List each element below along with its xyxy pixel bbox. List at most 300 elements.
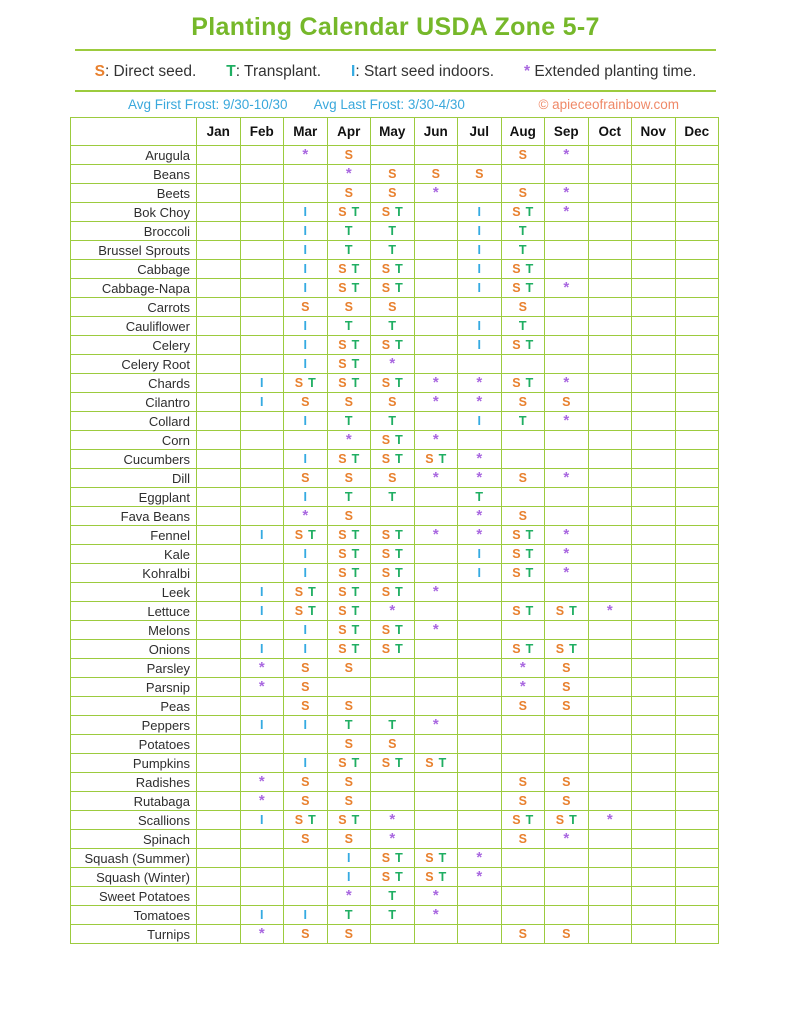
month-cell: [632, 431, 676, 450]
month-cell: [371, 203, 415, 222]
month-cell: [545, 279, 589, 298]
month-cell: [675, 431, 719, 450]
month-cell: [588, 564, 632, 583]
month-cell: [197, 887, 241, 906]
symbol-transplant: T: [395, 376, 403, 390]
vegetable-label: Bok Choy: [71, 203, 197, 222]
symbol-indoors: I: [477, 205, 481, 219]
month-cell: [588, 507, 632, 526]
month-cell: [632, 659, 676, 678]
month-cell: [240, 469, 284, 488]
symbol-indoors: I: [303, 205, 307, 219]
corner-cell: [71, 118, 197, 146]
month-cell: [197, 868, 241, 887]
symbol-indoors: I: [260, 376, 264, 390]
month-cell: [675, 583, 719, 602]
symbol-transplant: T: [351, 452, 360, 466]
month-cell: [588, 203, 632, 222]
symbol-extended: *: [606, 811, 613, 828]
vegetable-label: Dill: [71, 469, 197, 488]
month-cell: [501, 640, 545, 659]
symbol-direct-seed: S: [381, 870, 391, 884]
symbol-extended: *: [563, 830, 570, 847]
symbol-direct-seed: S: [381, 338, 391, 352]
symbol-transplant: T: [438, 452, 447, 466]
month-cell: [545, 849, 589, 868]
month-cell: [284, 203, 328, 222]
month-cell: [501, 583, 545, 602]
month-cell: [501, 374, 545, 393]
month-cell: [458, 716, 502, 735]
symbol-transplant: T: [525, 547, 534, 561]
month-cell: [675, 488, 719, 507]
month-cell: [545, 545, 589, 564]
symbol-direct-seed: S: [338, 623, 347, 637]
month-cell: [675, 260, 719, 279]
symbol-indoors: I: [477, 319, 481, 333]
symbol-transplant: T: [351, 623, 360, 637]
month-cell: [240, 412, 284, 431]
symbol-transplant: T: [344, 414, 353, 428]
vegetable-label: Squash (Winter): [71, 868, 197, 887]
table-row: [71, 792, 719, 811]
month-cell: [588, 716, 632, 735]
table-row: [71, 393, 719, 412]
symbol-direct-seed: S: [338, 604, 347, 618]
month-cell: [371, 564, 415, 583]
symbol-transplant: T: [525, 813, 534, 827]
month-cell: [501, 260, 545, 279]
vegetable-label: Onions: [71, 640, 197, 659]
symbol-direct-seed: S: [338, 756, 347, 770]
month-cell: [414, 602, 458, 621]
symbol-direct-seed: S: [338, 338, 347, 352]
month-cell: [588, 165, 632, 184]
month-cell: [458, 583, 502, 602]
symbol-transplant: T: [388, 490, 397, 504]
month-cell: [284, 659, 328, 678]
month-cell: [197, 659, 241, 678]
vegetable-label: Kohralbi: [71, 564, 197, 583]
month-cell: [675, 678, 719, 697]
symbol-direct-seed: S: [381, 433, 391, 447]
month-cell: [327, 545, 371, 564]
month-cell: [240, 925, 284, 944]
table-row: [71, 184, 719, 203]
symbol-direct-seed: S: [562, 927, 571, 941]
symbol-direct-seed: S: [338, 357, 347, 371]
month-cell: [240, 754, 284, 773]
month-cell: [197, 184, 241, 203]
month-cell: [588, 811, 632, 830]
month-cell: [545, 393, 589, 412]
month-cell: [545, 716, 589, 735]
month-cell: [675, 792, 719, 811]
month-cell: [501, 925, 545, 944]
symbol-transplant: T: [475, 490, 484, 504]
month-cell: [284, 184, 328, 203]
symbol-transplant: T: [351, 376, 360, 390]
month-cell: [675, 317, 719, 336]
vegetable-label: Parsley: [71, 659, 197, 678]
month-cell: [414, 830, 458, 849]
symbol-transplant: T: [569, 642, 577, 656]
month-cell: [632, 906, 676, 925]
month-cell: [414, 260, 458, 279]
month-cell: [414, 868, 458, 887]
symbol-transplant: T: [525, 262, 534, 276]
symbol-extended: *: [606, 602, 613, 619]
month-cell: [371, 849, 415, 868]
symbol-direct-seed: S: [344, 794, 353, 808]
symbol-direct-seed: S: [512, 281, 521, 295]
month-cell: [240, 697, 284, 716]
month-cell: [588, 298, 632, 317]
month-cell: [545, 203, 589, 222]
month-cell: [414, 507, 458, 526]
month-cell: [675, 146, 719, 165]
month-cell: [371, 431, 415, 450]
month-cell: [197, 697, 241, 716]
month-cell: [458, 507, 502, 526]
month-cell: [675, 355, 719, 374]
month-cell: [675, 336, 719, 355]
month-cell: [632, 260, 676, 279]
month-cell: [327, 165, 371, 184]
month-cell: [197, 374, 241, 393]
symbol-indoors: I: [260, 528, 264, 542]
month-cell: [632, 412, 676, 431]
month-cell: [632, 222, 676, 241]
month-cell: [371, 165, 415, 184]
month-cell: [284, 678, 328, 697]
month-cell: [588, 488, 632, 507]
month-cell: [327, 203, 371, 222]
month-cell: [284, 792, 328, 811]
month-cell: [371, 412, 415, 431]
month-header-jan: Jan: [197, 118, 241, 146]
symbol-transplant: T: [351, 338, 360, 352]
symbol-direct-seed: S: [344, 699, 353, 713]
month-cell: [545, 298, 589, 317]
month-cell: [371, 146, 415, 165]
month-cell: [458, 336, 502, 355]
month-cell: [545, 621, 589, 640]
month-cell: [588, 868, 632, 887]
month-cell: [284, 602, 328, 621]
symbol-transplant: T: [344, 718, 353, 732]
month-cell: [371, 355, 415, 374]
month-cell: [501, 469, 545, 488]
symbol-direct-seed: S: [301, 395, 310, 409]
vegetable-label: Radishes: [71, 773, 197, 792]
month-cell: [675, 450, 719, 469]
month-cell: [675, 868, 719, 887]
month-cell: [501, 735, 545, 754]
symbol-direct-seed: S: [388, 186, 397, 200]
month-cell: [675, 184, 719, 203]
symbol-transplant: T: [388, 908, 397, 922]
planting-table: [70, 117, 719, 944]
month-cell: [284, 849, 328, 868]
month-cell: [632, 317, 676, 336]
table-row: [71, 469, 719, 488]
month-cell: [284, 165, 328, 184]
symbol-transplant: T: [525, 642, 534, 656]
month-cell: [371, 906, 415, 925]
month-cell: [240, 773, 284, 792]
month-cell: [371, 602, 415, 621]
credit-text: © apieceofrainbow.com: [538, 97, 679, 112]
symbol-transplant: T: [388, 414, 397, 428]
symbol-extended: *: [476, 526, 483, 543]
month-cell: [371, 298, 415, 317]
table-row: [71, 317, 719, 336]
legend-text: : Start seed indoors.: [355, 63, 495, 80]
month-cell: [240, 450, 284, 469]
symbol-indoors: I: [477, 262, 481, 276]
month-cell: [327, 222, 371, 241]
symbol-direct-seed: S: [388, 471, 397, 485]
symbol-transplant: T: [308, 376, 316, 390]
month-cell: [545, 507, 589, 526]
month-cell: [240, 165, 284, 184]
symbol-extended: *: [563, 203, 570, 220]
month-cell: [675, 279, 719, 298]
month-cell: [675, 773, 719, 792]
month-header-dec: Dec: [675, 118, 719, 146]
month-cell: [632, 184, 676, 203]
month-cell: [414, 906, 458, 925]
symbol-transplant: T: [395, 870, 403, 884]
vegetable-label: Beets: [71, 184, 197, 203]
month-cell: [632, 374, 676, 393]
symbol-extended: *: [563, 526, 570, 543]
table-row: [71, 906, 719, 925]
symbol-direct-seed: S: [425, 452, 434, 466]
month-cell: [545, 583, 589, 602]
symbol-indoors: I: [260, 642, 264, 656]
month-cell: [240, 849, 284, 868]
symbol-direct-seed: S: [344, 775, 353, 789]
month-cell: [327, 906, 371, 925]
month-cell: [501, 355, 545, 374]
month-cell: [501, 450, 545, 469]
symbol-direct-seed: S: [381, 205, 391, 219]
month-cell: [458, 754, 502, 773]
month-cell: [632, 488, 676, 507]
month-cell: [632, 868, 676, 887]
month-cell: [197, 469, 241, 488]
month-cell: [240, 792, 284, 811]
month-cell: [197, 849, 241, 868]
month-cell: [240, 336, 284, 355]
symbol-transplant: T: [395, 338, 403, 352]
vegetable-label: Melons: [71, 621, 197, 640]
month-cell: [414, 222, 458, 241]
symbol-indoors: I: [303, 243, 307, 257]
month-cell: [284, 811, 328, 830]
month-cell: [588, 754, 632, 773]
symbol-direct-seed: S: [344, 300, 353, 314]
month-cell: [588, 393, 632, 412]
vegetable-label: Chards: [71, 374, 197, 393]
symbol-indoors: I: [260, 585, 264, 599]
month-cell: [458, 564, 502, 583]
month-cell: [545, 811, 589, 830]
vegetable-label: Turnips: [71, 925, 197, 944]
month-cell: [588, 469, 632, 488]
symbol-transplant: T: [395, 433, 403, 447]
month-cell: [588, 621, 632, 640]
table-row: [71, 925, 719, 944]
vegetable-label: Tomatoes: [71, 906, 197, 925]
month-cell: [327, 640, 371, 659]
month-cell: [545, 925, 589, 944]
month-cell: [327, 773, 371, 792]
month-cell: [371, 583, 415, 602]
month-cell: [327, 621, 371, 640]
symbol-direct-seed: S: [512, 642, 521, 656]
table-row: [71, 602, 719, 621]
month-cell: [240, 716, 284, 735]
symbol-direct-seed: S: [518, 395, 527, 409]
month-cell: [545, 184, 589, 203]
table-row: [71, 887, 719, 906]
symbol-direct-seed: S: [518, 471, 527, 485]
month-cell: [240, 317, 284, 336]
symbol-transplant: T: [351, 642, 360, 656]
month-cell: [588, 792, 632, 811]
symbol-transplant: T: [395, 566, 403, 580]
month-cell: [240, 678, 284, 697]
month-cell: [371, 659, 415, 678]
month-cell: [588, 279, 632, 298]
symbol-extended: *: [432, 716, 439, 733]
table-row: [71, 830, 719, 849]
month-cell: [588, 659, 632, 678]
month-cell: [588, 431, 632, 450]
month-cell: [458, 735, 502, 754]
month-cell: [588, 545, 632, 564]
symbol-indoors: I: [303, 490, 307, 504]
month-cell: [371, 260, 415, 279]
table-row: [71, 811, 719, 830]
month-cell: [545, 241, 589, 260]
month-cell: [458, 640, 502, 659]
month-cell: [545, 469, 589, 488]
legend-text: : Direct seed.: [104, 63, 197, 80]
table-row: [71, 583, 719, 602]
symbol-extended: *: [519, 678, 526, 695]
divider-bottom: [75, 90, 716, 92]
symbol-direct-seed: S: [388, 300, 397, 314]
symbol-transplant: T: [438, 851, 447, 865]
month-cell: [545, 317, 589, 336]
symbol-transplant: T: [395, 452, 403, 466]
month-cell: [675, 754, 719, 773]
symbol-extended: *: [389, 830, 396, 847]
vegetable-label: Eggplant: [71, 488, 197, 507]
month-cell: [327, 317, 371, 336]
month-cell: [632, 925, 676, 944]
symbol-transplant: T: [395, 756, 403, 770]
month-cell: [240, 735, 284, 754]
table-row: [71, 849, 719, 868]
table-row: [71, 564, 719, 583]
symbol-direct-seed: S: [555, 642, 565, 656]
month-cell: [197, 146, 241, 165]
symbol-extended: *: [432, 583, 439, 600]
month-cell: [284, 906, 328, 925]
month-cell: [588, 317, 632, 336]
month-cell: [458, 602, 502, 621]
month-cell: [545, 146, 589, 165]
month-cell: [327, 336, 371, 355]
month-cell: [632, 697, 676, 716]
symbol-direct-seed: S: [512, 566, 521, 580]
table-row: [71, 336, 719, 355]
vegetable-label: Cucumbers: [71, 450, 197, 469]
month-cell: [197, 640, 241, 659]
symbol-indoors: I: [303, 718, 307, 732]
month-cell: [545, 260, 589, 279]
symbol-transplant: T: [525, 604, 534, 618]
vegetable-label: Cilantro: [71, 393, 197, 412]
symbol-transplant: T: [569, 813, 577, 827]
month-cell: [284, 393, 328, 412]
symbol-direct-seed: S: [562, 775, 571, 789]
month-cell: [284, 222, 328, 241]
month-header-row: [71, 118, 719, 146]
symbol-extended: *: [432, 393, 439, 410]
month-cell: [458, 868, 502, 887]
month-cell: [545, 773, 589, 792]
month-cell: [632, 564, 676, 583]
month-cell: [371, 507, 415, 526]
symbol-transplant: T: [344, 243, 353, 257]
symbol-direct-seed: S: [301, 471, 310, 485]
symbol-extended: *: [476, 374, 483, 391]
month-cell: [458, 621, 502, 640]
month-cell: [588, 374, 632, 393]
month-cell: [501, 887, 545, 906]
month-cell: [501, 298, 545, 317]
frost-info: [128, 96, 679, 113]
month-cell: [458, 906, 502, 925]
month-cell: [414, 887, 458, 906]
month-cell: [545, 735, 589, 754]
month-cell: [675, 203, 719, 222]
symbol-indoors: I: [260, 813, 264, 827]
month-cell: [458, 773, 502, 792]
month-cell: [284, 526, 328, 545]
table-row: [71, 526, 719, 545]
month-cell: [458, 393, 502, 412]
month-cell: [414, 298, 458, 317]
month-cell: [371, 488, 415, 507]
symbol-transplant: T: [388, 889, 397, 903]
vegetable-label: Peppers: [71, 716, 197, 735]
month-cell: [197, 279, 241, 298]
month-cell: [632, 735, 676, 754]
symbol-transplant: T: [438, 870, 447, 884]
symbol-direct-seed: S: [338, 813, 347, 827]
month-cell: [327, 355, 371, 374]
month-cell: [545, 526, 589, 545]
month-cell: [632, 507, 676, 526]
symbol-direct-seed: S: [512, 338, 521, 352]
